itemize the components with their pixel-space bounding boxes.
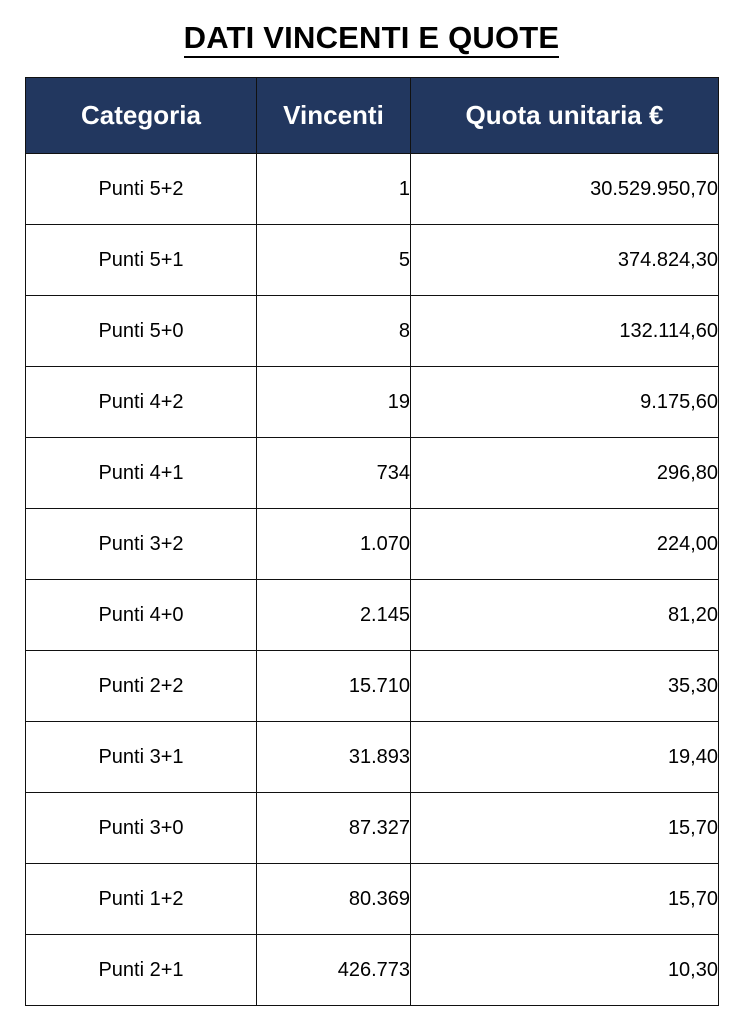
cell-categoria: Punti 3+1 [26, 722, 257, 793]
header-categoria: Categoria [26, 78, 257, 154]
cell-vincenti: 5 [257, 225, 411, 296]
cell-vincenti: 734 [257, 438, 411, 509]
cell-vincenti: 426.773 [257, 935, 411, 1006]
cell-quota: 30.529.950,70 [411, 154, 719, 225]
cell-quota: 15,70 [411, 864, 719, 935]
header-row [26, 78, 719, 154]
table-row [26, 580, 719, 651]
table-row [26, 793, 719, 864]
cell-categoria: Punti 5+1 [26, 225, 257, 296]
cell-categoria: Punti 3+0 [26, 793, 257, 864]
header-vincenti: Vincenti [257, 78, 411, 154]
table-row [26, 225, 719, 296]
table-row [26, 864, 719, 935]
cell-categoria: Punti 5+0 [26, 296, 257, 367]
table-row [26, 154, 719, 225]
cell-vincenti: 1.070 [257, 509, 411, 580]
cell-vincenti: 19 [257, 367, 411, 438]
cell-quota: 19,40 [411, 722, 719, 793]
cell-categoria: Punti 2+1 [26, 935, 257, 1006]
cell-categoria: Punti 2+2 [26, 651, 257, 722]
table-row [26, 509, 719, 580]
cell-quota: 132.114,60 [411, 296, 719, 367]
table-row [26, 722, 719, 793]
cell-categoria: Punti 3+2 [26, 509, 257, 580]
cell-vincenti: 2.145 [257, 580, 411, 651]
cell-vincenti: 31.893 [257, 722, 411, 793]
cell-quota: 296,80 [411, 438, 719, 509]
cell-quota: 35,30 [411, 651, 719, 722]
cell-quota: 9.175,60 [411, 367, 719, 438]
cell-categoria: Punti 4+2 [26, 367, 257, 438]
cell-categoria: Punti 4+0 [26, 580, 257, 651]
cell-quota: 81,20 [411, 580, 719, 651]
cell-quota: 374.824,30 [411, 225, 719, 296]
cell-categoria: Punti 4+1 [26, 438, 257, 509]
cell-quota: 10,30 [411, 935, 719, 1006]
cell-quota: 224,00 [411, 509, 719, 580]
page-title [0, 18, 743, 58]
table-row [26, 367, 719, 438]
cell-vincenti: 80.369 [257, 864, 411, 935]
cell-vincenti: 15.710 [257, 651, 411, 722]
cell-vincenti: 87.327 [257, 793, 411, 864]
cell-categoria: Punti 5+2 [26, 154, 257, 225]
cell-vincenti: 1 [257, 154, 411, 225]
table-body [26, 154, 719, 1006]
table-row [26, 651, 719, 722]
cell-vincenti: 8 [257, 296, 411, 367]
cell-quota: 15,70 [411, 793, 719, 864]
table-row [26, 438, 719, 509]
results-table [25, 77, 719, 1006]
table-header [26, 78, 719, 154]
header-quota-unitaria: Quota unitaria € [411, 78, 719, 154]
table-row [26, 935, 719, 1006]
page-title-text: DATI VINCENTI E QUOTE [184, 20, 560, 58]
table-row [26, 296, 719, 367]
cell-categoria: Punti 1+2 [26, 864, 257, 935]
